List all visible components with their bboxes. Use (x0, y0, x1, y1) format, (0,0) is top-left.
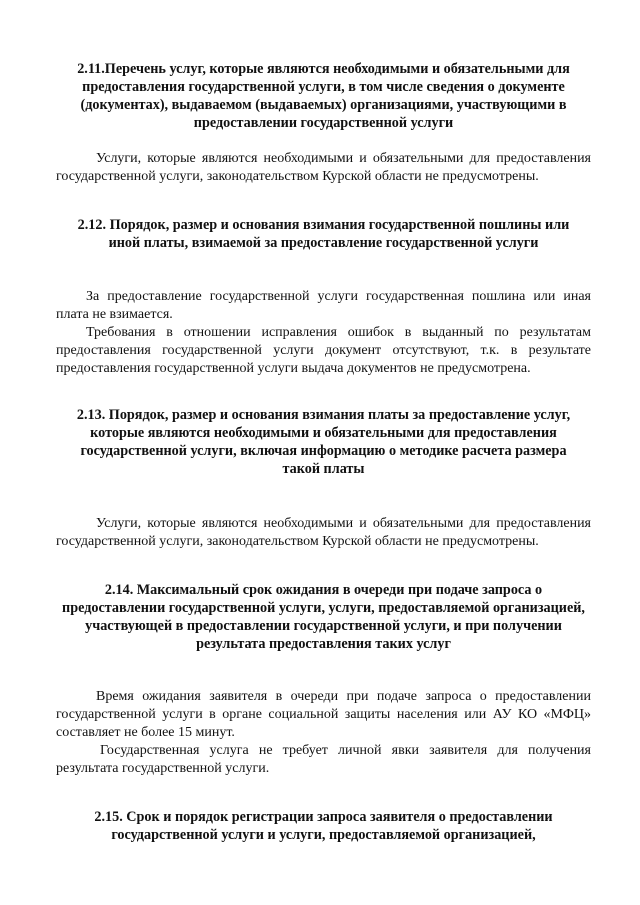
paragraph: Время ожидания заявителя в очереди при подаче запроса о предоставлении государственной услуги в органе социальной защиты населения или АУ КО «МФЦ» составляет не более 15 минут. (56, 689, 591, 740)
section-2-14-body (56, 688, 591, 778)
section-heading: 2.13. Порядок, размер и основания взимания платы за предоставление услуг, которые являются необходимыми и обязательными для предоставления государственной услуги, включая информацию о методике расчета размера такой платы (76, 407, 571, 477)
section-2-12 (56, 216, 591, 252)
section-2-15 (56, 808, 591, 844)
section-2-11 (56, 60, 591, 132)
section-2-14 (56, 581, 591, 653)
paragraph: Требования в отношении исправления ошибок в выданный по результатам предоставления государственной услуги документ отсутствуют, т.к. в результате предоставления государственной услуги выдача документов не предусмотрена. (56, 325, 591, 376)
paragraph: За предоставление государственной услуги государственная пошлина или иная плата не взимается. (56, 289, 591, 322)
section-2-13-body (56, 515, 591, 551)
section-heading: 2.14. Максимальный срок ожидания в очереди при подаче запроса о предоставлении государственной услуги, услуги, предоставляемой организацией, участвующей в предоставлении государственной услуги, и при получении результата предоставления таких услуг (62, 582, 585, 652)
section-2-13 (56, 406, 591, 478)
section-heading: 2.11.Перечень услуг, которые являются необходимыми и обязательными для предоставления государственной услуги, в том числе сведения о документе (документах), выдаваемом (выдаваемых) организациями, участвующими в предоставлении государственной услуги (77, 61, 570, 131)
section-heading: 2.15. Срок и порядок регистрации запроса заявителя о предоставлении государственной услуги и услуги, предоставляемой организацией, (94, 809, 553, 843)
section-heading: 2.12. Порядок, размер и основания взимания государственной пошлины или иной платы, взимаемой за предоставление государственной услуги (77, 217, 570, 251)
section-2-11-body (56, 150, 591, 186)
paragraph: Государственная услуга не требует личной явки заявителя для получения результата государственной услуги. (56, 743, 591, 776)
section-2-12-body (56, 288, 591, 378)
paragraph: Услуги, которые являются необходимыми и обязательными для предоставления государственной услуги, законодательством Курской области не предусмотрены. (56, 151, 591, 184)
paragraph: Услуги, которые являются необходимыми и обязательными для предоставления государственной услуги, законодательством Курской области не предусмотрены. (56, 516, 591, 549)
